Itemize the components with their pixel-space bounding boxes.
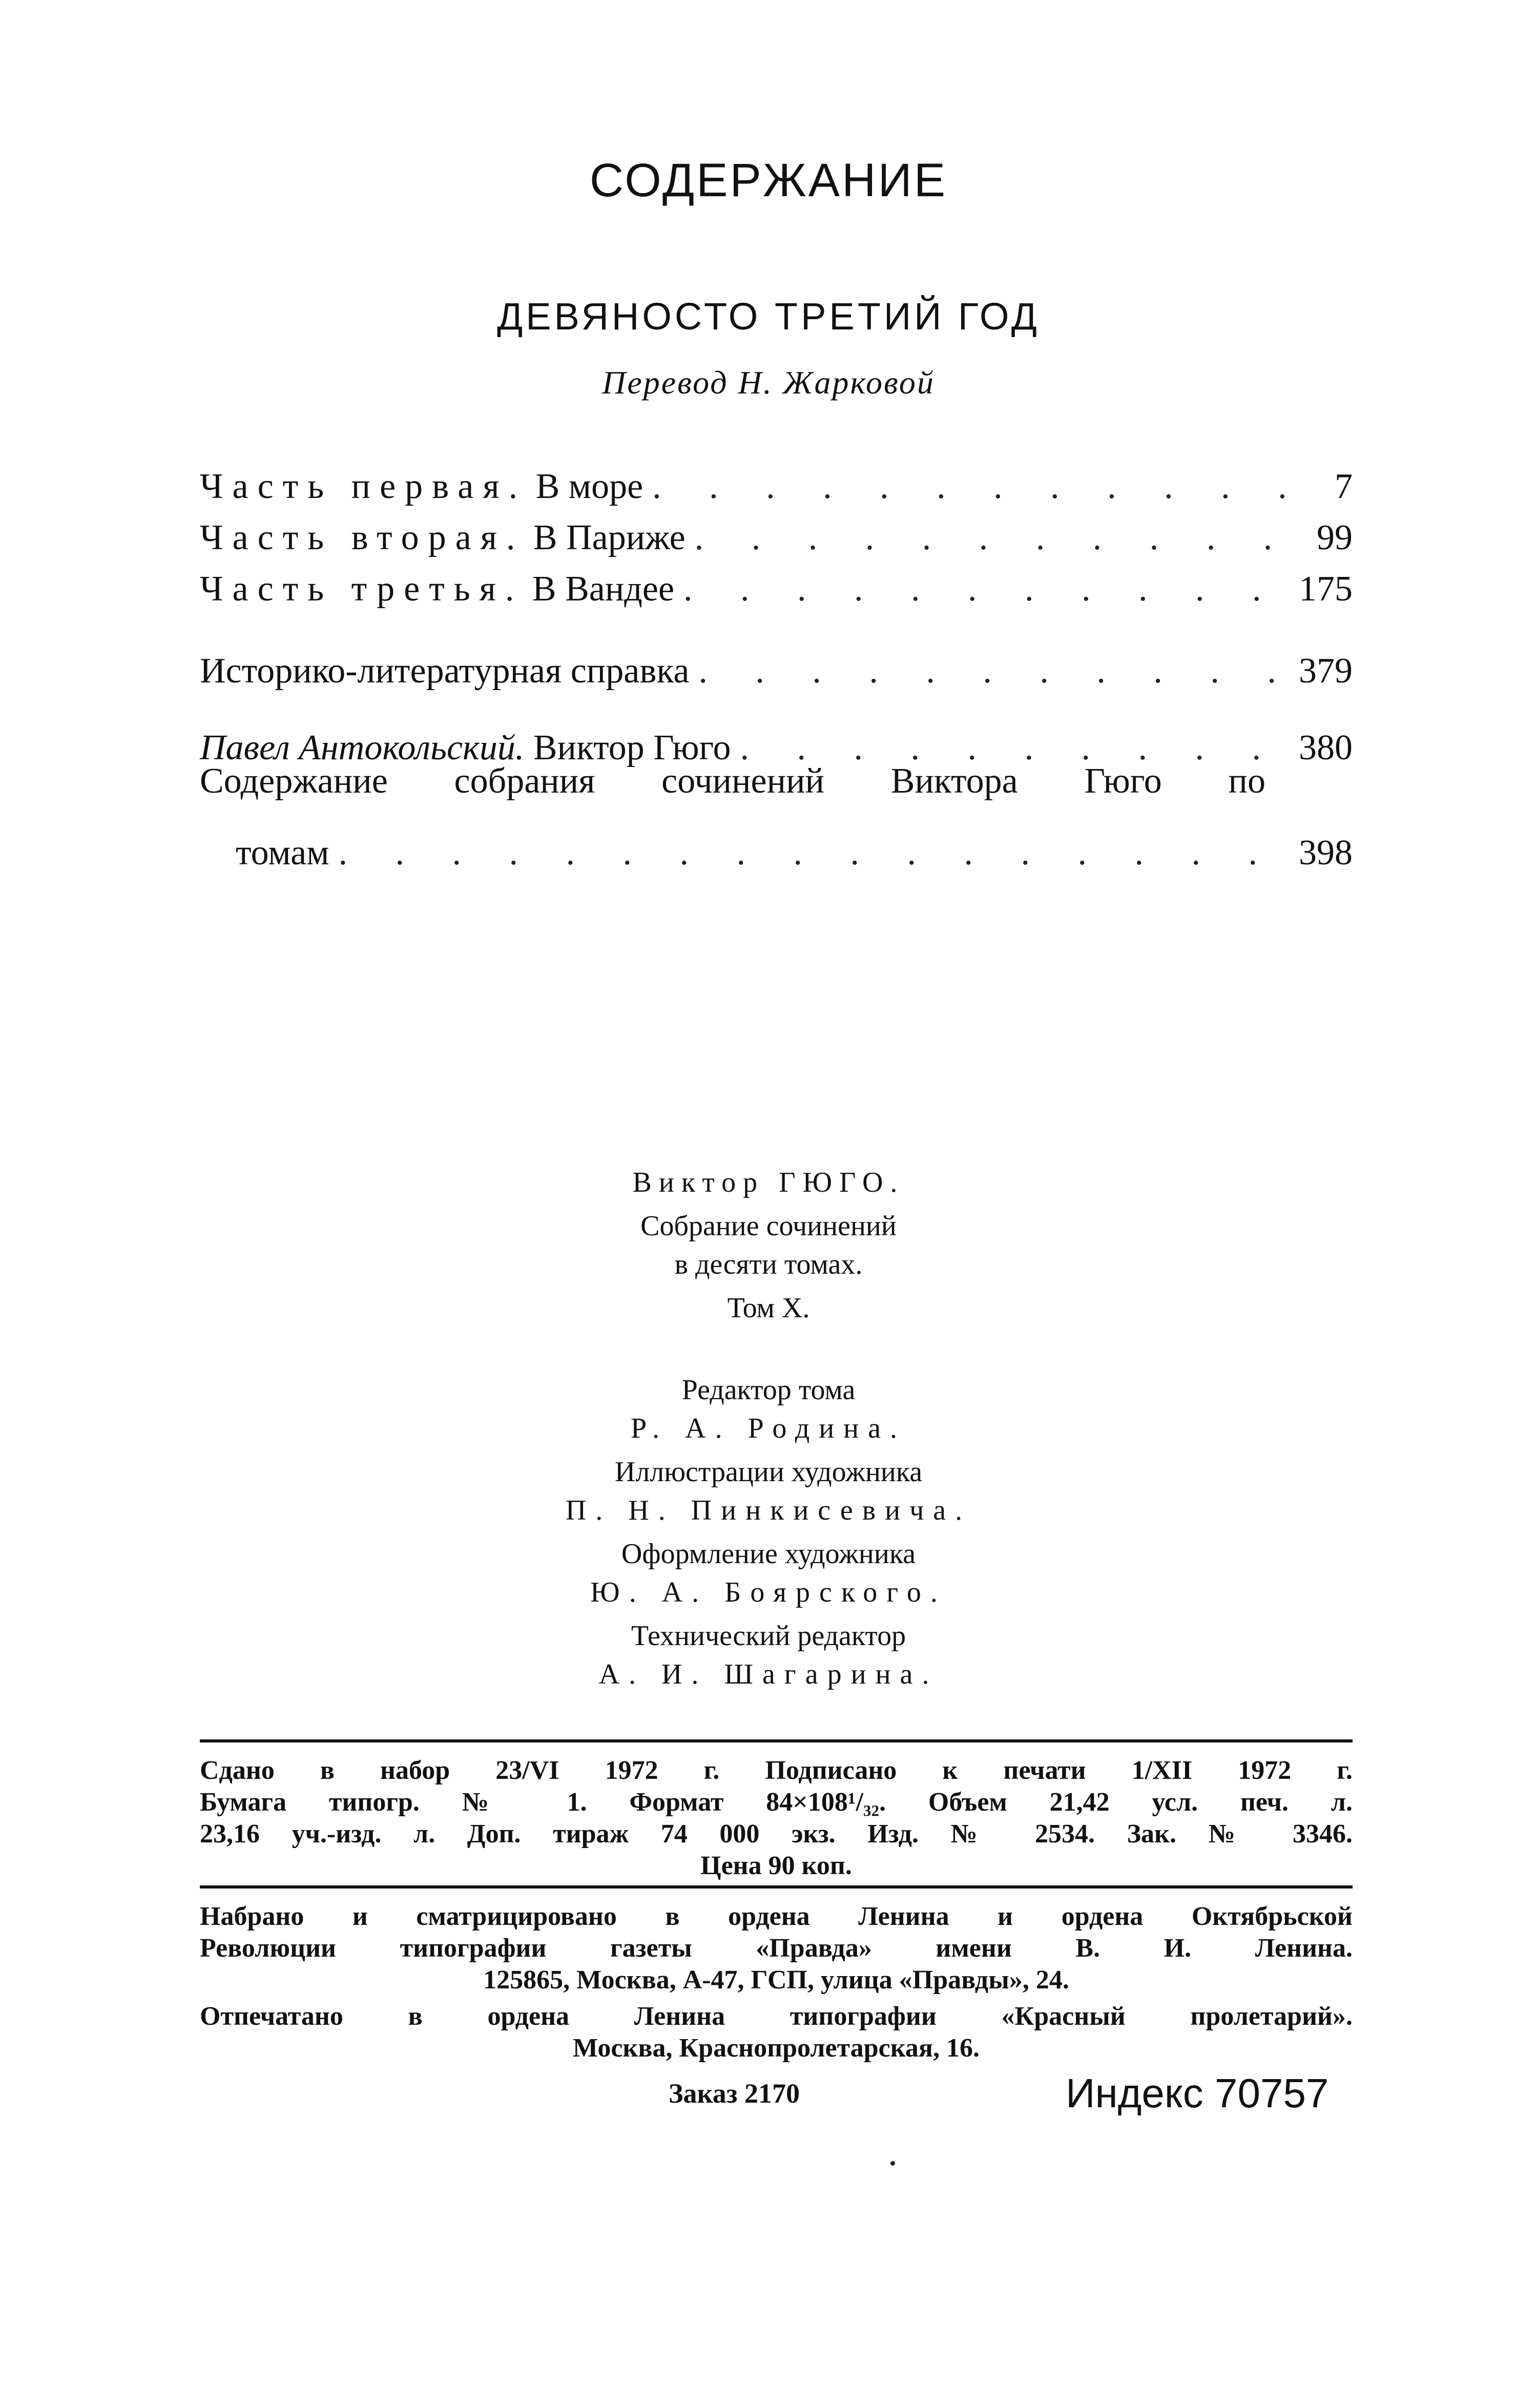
dot-leader [698, 653, 1290, 689]
imprint-illustrations-role: Иллюстрации художника [614, 1456, 923, 1488]
printing-details [200, 2001, 1353, 2064]
page-title: СОДЕРЖАНИЕ [589, 154, 948, 206]
publishing-details [200, 1755, 1353, 1882]
toc-page-number: 380 [1299, 728, 1353, 767]
printer-line: Отпечатано в ордена Ленина типографии «Красный пролетарий». [200, 2002, 1353, 2031]
toc-page-number: 7 [1335, 467, 1353, 506]
imprint-design-name: Ю. А. Боярского. [590, 1576, 947, 1608]
translation-credit: Перевод Н. Жарковой [602, 364, 935, 401]
divider-rule [200, 1885, 1353, 1888]
publishing-line: Бумага типогр. № 1. Формат 84×108¹/₃₂. Объем 21,42 усл. печ. л. [200, 1788, 1353, 1817]
print-dot [890, 2161, 895, 2166]
order-number: Заказ 2170 [669, 2078, 800, 2109]
toc-page-number: 398 [1299, 833, 1353, 873]
word: Содержание [200, 761, 388, 801]
imprint-collection-1: Собрание сочинений [640, 1210, 897, 1242]
dot-leader [695, 520, 1297, 556]
index-number: Индекс 70757 [1066, 2070, 1329, 2116]
printer-details [200, 1901, 1353, 1996]
toc-entry-part-3[interactable] [200, 556, 1353, 607]
imprint-tech-editor-role: Технический редактор [631, 1620, 906, 1652]
toc-entry-essay[interactable] [200, 715, 1353, 766]
publishing-line: Сдано в набор 23/VI 1972 г. Подписано к печати 1/XII 1972 г. [200, 1756, 1353, 1785]
imprint-illustrations-name: П. Н. Пинкисевича. [565, 1494, 972, 1526]
toc-entry-label: Часть первая. В море [200, 467, 643, 506]
publishing-line: 23,16 уч.-изд. л. Доп. тираж 74 000 экз. Изд. № 2534. Зак. № 3346. [200, 1819, 1353, 1849]
toc-entry-label: Павел Антокольский. Виктор Гюго [200, 728, 731, 767]
imprint-editor-role: Редактор тома [681, 1374, 856, 1406]
price: Цена 90 коп. [700, 1851, 852, 1880]
word: по [1228, 761, 1265, 801]
word: Гюго [1084, 761, 1162, 801]
imprint-design-role: Оформление художника [621, 1538, 916, 1570]
toc-entry-label: томам [236, 833, 329, 873]
toc-entry-contents-line-2[interactable] [236, 820, 1353, 871]
toc-entry-label: Часть вторая. В Париже [200, 518, 686, 557]
toc-page-number: 379 [1299, 651, 1353, 691]
imprint-author: Виктор ГЮГО. [632, 1167, 905, 1198]
printer-line: 125865, Москва, А-47, ГСП, улица «Правды», 24. [483, 1965, 1069, 1995]
work-title: ДЕВЯНОСТО ТРЕТИЙ ГОД [497, 295, 1040, 338]
divider-rule [200, 1739, 1353, 1742]
imprint-collection-2: в десяти томах. [674, 1249, 863, 1280]
toc-entry-contents-line-1[interactable] [200, 763, 1265, 799]
dot-leader [339, 835, 1290, 871]
dot-leader [652, 469, 1297, 505]
toc-entry-label: Часть третья. В Вандее [200, 569, 675, 609]
word: сочинений [661, 761, 825, 801]
imprint-volume: Том X. [727, 1292, 810, 1324]
printer-line: Революции типографии газеты «Правда» имени В. И. Ленина. [200, 1934, 1353, 1963]
dot-leader [683, 571, 1290, 607]
word: собрания [454, 761, 595, 801]
imprint-editor-name: Р. А. Родина. [630, 1413, 906, 1444]
imprint-tech-editor-name: А. И. Шагарина. [598, 1658, 939, 1690]
essay-author: Павел Антокольский. [200, 728, 525, 767]
printer-line: Набрано и сматрицировано в ордена Ленина и ордена Октябрьской [200, 1902, 1353, 1931]
word: Виктора [890, 761, 1018, 801]
printer-line: Москва, Краснопролетарская, 16. [572, 2033, 980, 2063]
toc-entry-reference[interactable] [200, 638, 1353, 689]
toc-entry-label: Историко-литературная справка [200, 651, 690, 691]
toc-entry-part-1[interactable] [200, 453, 1353, 505]
toc-page-number: 175 [1299, 569, 1353, 609]
toc-entry-part-2[interactable] [200, 505, 1353, 556]
toc-page-number: 99 [1317, 518, 1353, 557]
dot-leader [740, 730, 1290, 766]
